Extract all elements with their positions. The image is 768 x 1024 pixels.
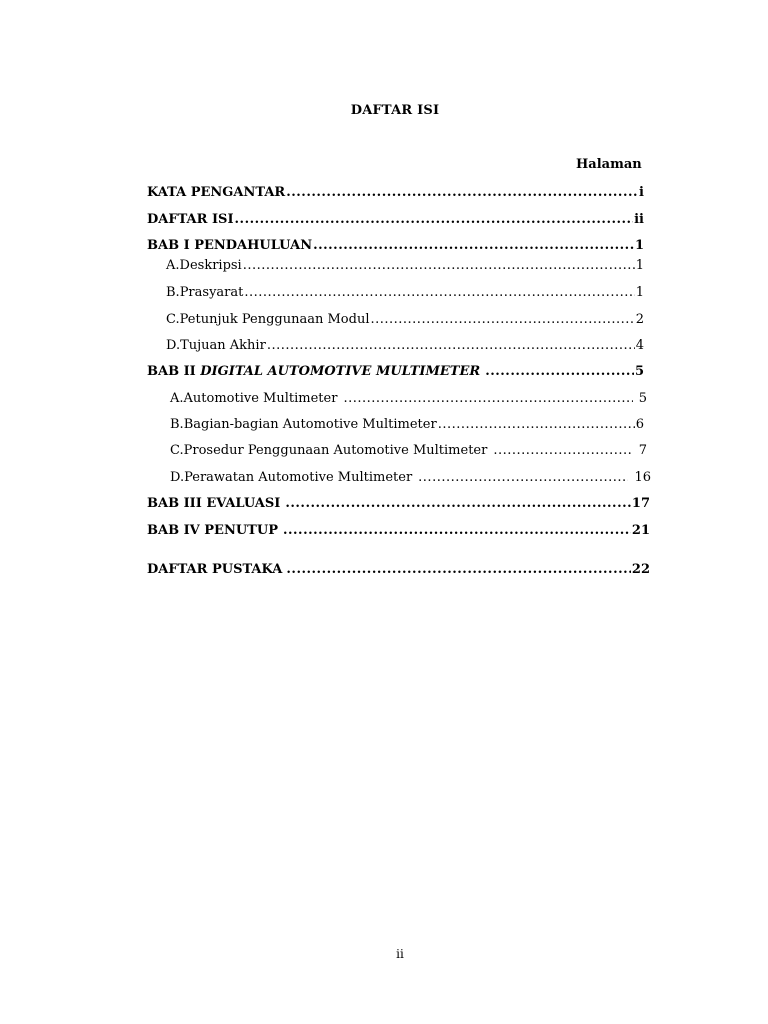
toc-entry-page: 1 [635, 285, 644, 300]
toc-entry-page: ii [634, 212, 644, 227]
toc-entry-page: 1 [635, 258, 644, 273]
toc-entry-kata-pengantar [147, 184, 644, 202]
toc-entry-letter: C. [166, 312, 180, 327]
toc-leader-dots [438, 416, 635, 434]
toc-leader-dots [244, 284, 634, 302]
page-number: ii [396, 947, 404, 961]
toc-entry-page: 16 [634, 470, 651, 485]
toc-entry-page: 6 [635, 417, 644, 432]
toc-entry-letter: A. [170, 391, 184, 406]
toc-leader-dots [243, 257, 635, 275]
toc-entry-bab-2-b [170, 416, 644, 434]
toc-leader-dots [485, 363, 634, 381]
toc-entry-bab-1-a [166, 257, 644, 275]
toc-entry-page: 1 [634, 238, 644, 253]
toc-entry-page: 21 [631, 523, 650, 538]
toc-entry-bab-2 [147, 363, 644, 381]
toc-entry-text-plain: BAB II [147, 364, 201, 379]
toc-leader-dots [343, 390, 632, 408]
toc-entry-daftar-isi [147, 211, 644, 229]
toc-leader-dots [267, 337, 635, 355]
toc-entry-bab-2-d [170, 469, 651, 487]
toc-entry-text: Deskripsi [179, 258, 242, 273]
toc-entry-bab-1-c [166, 311, 644, 329]
toc-entry-text-italic: DIGITAL AUTOMOTIVE MULTIMETER [200, 364, 481, 379]
toc-entry-bab-1-d [166, 337, 644, 355]
toc-leader-dots [418, 469, 628, 487]
toc-entry-text: BAB I PENDAHULUAN [147, 238, 313, 253]
toc-entry-bab-2-a [170, 390, 647, 408]
toc-entry-text [147, 363, 480, 381]
page-title: DAFTAR ISI [350, 103, 440, 118]
toc-entry-text: DAFTAR ISI [147, 212, 234, 227]
toc-entry-letter: B. [166, 285, 180, 300]
toc-entry-text: BAB IV PENUTUP [147, 523, 278, 538]
toc-entry-letter: D. [170, 470, 185, 485]
toc-entry-page: 17 [631, 496, 650, 511]
toc-entry-text: Petunjuk Penggunaan Modul [179, 312, 370, 327]
toc-leader-dots [283, 522, 631, 540]
toc-entry-bab-1-b [166, 284, 644, 302]
toc-entry-bab-4 [147, 522, 650, 540]
toc-entry-page: 2 [635, 312, 644, 327]
toc-entry-text: Automotive Multimeter [183, 391, 338, 406]
toc-entry-letter: A. [166, 258, 180, 273]
toc-entry-text: BAB III EVALUASI [147, 496, 281, 511]
toc-leader-dots [370, 311, 634, 329]
toc-entry-letter: D. [166, 338, 181, 353]
toc-entry-page: 7 [638, 443, 647, 458]
toc-entry-page: 4 [635, 338, 644, 353]
toc-leader-dots [235, 211, 634, 229]
toc-entry-text: Prasyarat [179, 285, 244, 300]
toc-entry-page: 22 [631, 562, 650, 577]
toc-entry-text: Bagian-bagian Automotive Multimeter [183, 417, 437, 432]
toc-entry-bab-3 [147, 495, 650, 513]
toc-entry-text: KATA PENGANTAR [147, 185, 286, 200]
toc-entry-page: i [639, 185, 644, 200]
toc-leader-dots [313, 237, 634, 255]
toc-entry-page: 5 [638, 391, 647, 406]
toc-entry-daftar-pustaka [147, 561, 650, 579]
toc-entry-text: Perawatan Automotive Multimeter [184, 470, 413, 485]
toc-leader-dots [286, 184, 638, 202]
toc-entry-text: Tujuan Akhir [180, 338, 266, 353]
toc-entry-letter: C. [170, 443, 184, 458]
toc-entry-bab-2-c [170, 442, 647, 460]
toc-leader-dots [285, 495, 631, 513]
toc-leader-dots [286, 561, 631, 579]
page-column-label: Halaman [576, 157, 642, 172]
toc-entry-text: Prosedur Penggunaan Automotive Multimeter [183, 443, 488, 458]
toc-leader-dots [493, 442, 632, 460]
toc-entry-page: 5 [634, 364, 644, 379]
toc-entry-bab-1 [147, 237, 644, 255]
toc-entry-text: DAFTAR PUSTAKA [147, 562, 283, 577]
toc-entry-letter: B. [170, 417, 184, 432]
